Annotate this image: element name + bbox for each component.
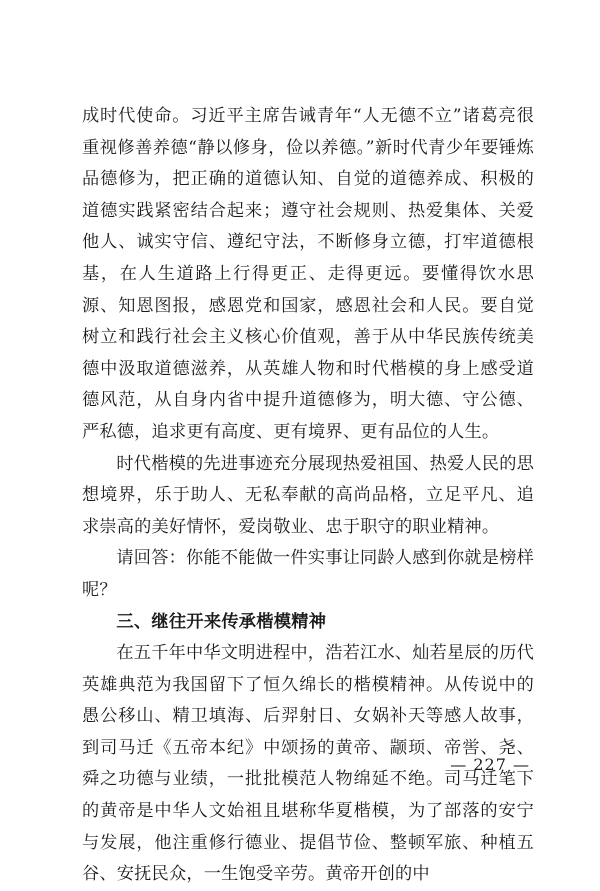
paragraph-2: 时代楷模的先进事迹充分展现热爱祖国、热爱人民的思想境界，乐于助人、无私奉献的高尚品格，立足平凡、追求崇高的美好情怀，爱岗敬业、忠于职守的职业精神。: [82, 453, 534, 537]
paragraph-4: 在五千年中华文明进程中，浩若江水、灿若星辰的历代英雄典范为我国留下了恒久绵长的楷模精神。从传说中的愚公移山、精卫填海、后羿射日、女娲补天等感人故事，到司马迁《五帝本纪》中颂扬的黄帝、颛顼、帝喾、尧、舜之功德与业绩，一批批模范人物绵延不绝。司马迁笔下的黄帝是中华人文始祖且堪称华夏楷模，为了部落的安宁与发展，他注重修行德业、提倡节俭、整顿军旅、种植五谷、安抚民众，一生饱受辛劳。黄帝开创的中: [82, 643, 534, 885]
question-prompt: 请回答：你能不能做一件实事让同龄人感到你就是榜样呢？: [82, 548, 534, 600]
paragraph-1: 成时代使命。习近平主席告诫青年“人无德不立”诸葛亮很重视修善养德“静以修身，俭以养德。”新时代青少年要锤炼品德修为，把正确的道德认知、自觉的道德养成、积极的道德实践紧密结合起来；遵守社会规则、热爱集体、关爱他人、诚实守信、遵纪守法，不断修身立德，打牢道德根基，在人生道路上行得更正、走得更远。要懂得饮水思源、知恩图报，感恩党和国家，感恩社会和人民。要自觉树立和践行社会主义核心价值观，善于从中华民族传统美德中汲取道德滋养，从英雄人物和时代楷模的身上感受道德风范，从自身内省中提升道德修为，明大德、守公德、严私德，追求更有高度、更有境界、更有品位的人生。: [82, 106, 534, 442]
section-heading: 三、继往开来传承楷模精神: [116, 611, 327, 632]
page-number: — 227 —: [450, 755, 530, 774]
